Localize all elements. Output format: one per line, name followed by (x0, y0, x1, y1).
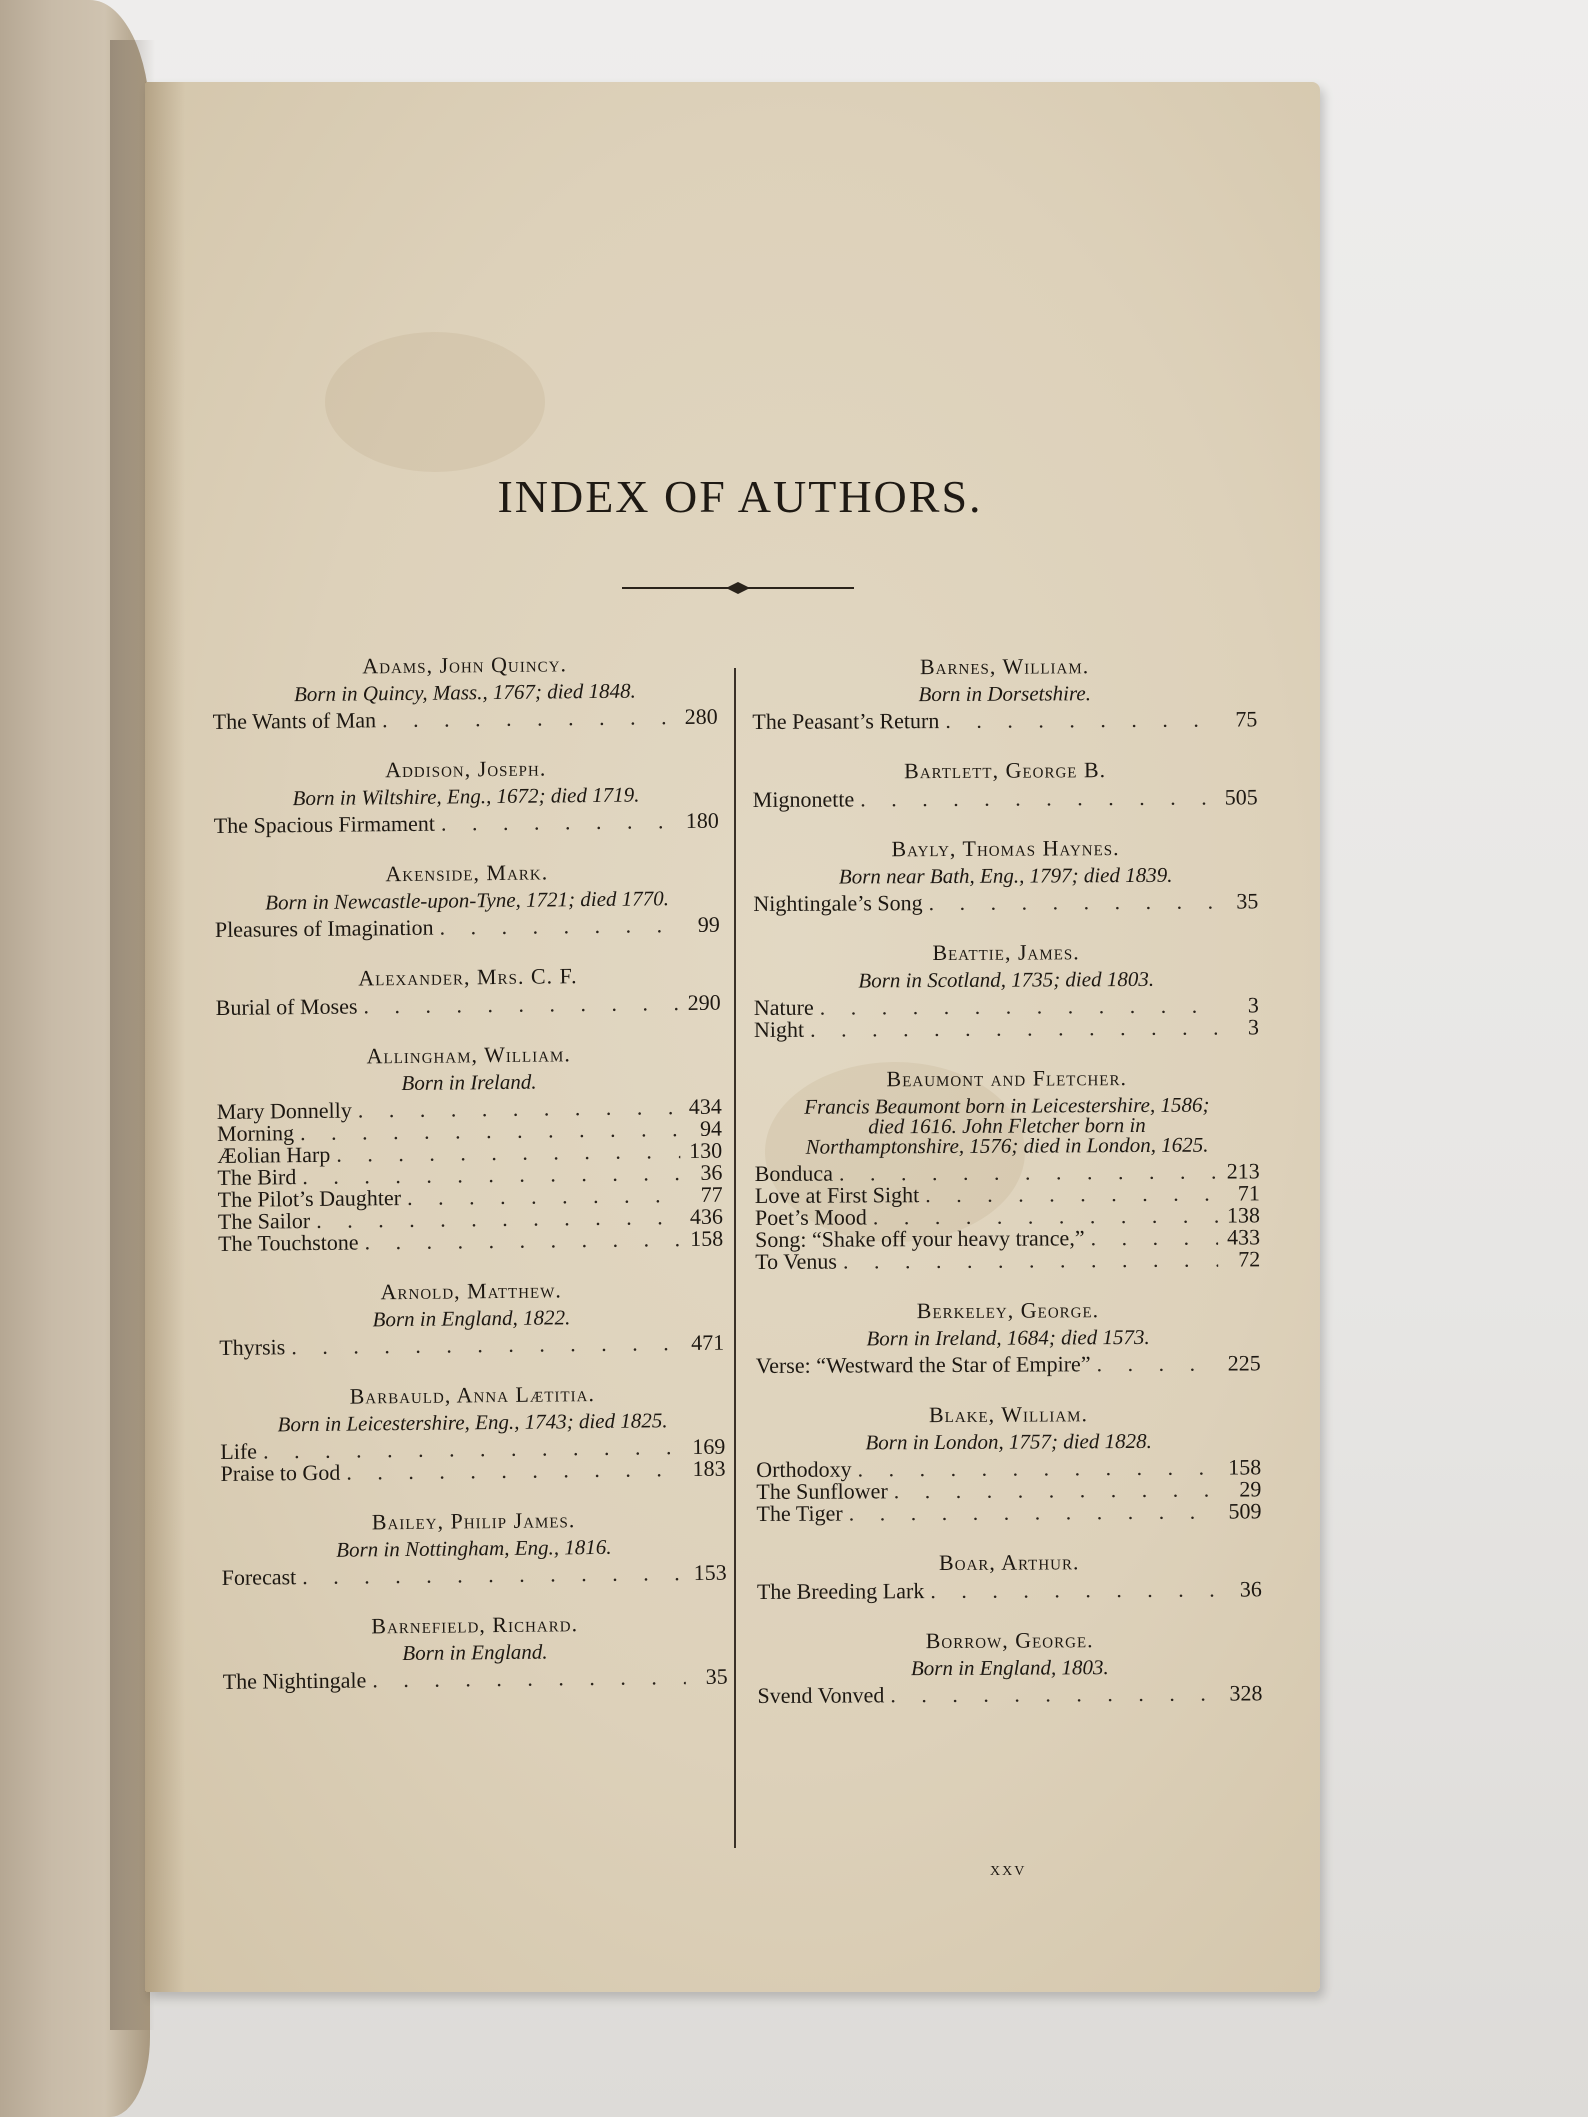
poem-row (220, 1455, 726, 1486)
leader-dots (890, 1683, 1220, 1707)
page-number: xxv (990, 1858, 1027, 1880)
poem-page-number: 29 (1239, 1476, 1262, 1502)
author-birth-info: Born near Bath, Eng., 1797; died 1839. (838, 862, 1173, 889)
poem-title: The Sailor (217, 1208, 311, 1234)
author-birth-info: Born in England, 1822. (372, 1305, 571, 1332)
author-birth-info: Born in London, 1757; died 1828. (865, 1428, 1152, 1455)
author-name: Barnefield, Richard. (371, 1611, 579, 1639)
poem-row (755, 1160, 1260, 1185)
poem-title: The Bird (217, 1164, 297, 1190)
leader-dots (346, 1458, 683, 1484)
poem-row (756, 1352, 1261, 1377)
poem-row (754, 1016, 1259, 1041)
poem-title: Pleasures of Imagination (214, 914, 434, 942)
poem-page-number: 290 (687, 989, 721, 1016)
poem-title: Burial of Moses (215, 993, 358, 1020)
author-name: Alexander, Mrs. C. F. (358, 963, 578, 991)
poem-row (753, 786, 1258, 811)
leader-dots (372, 1666, 686, 1691)
poem-title: Praise to God (220, 1459, 341, 1486)
leader-dots (860, 787, 1216, 811)
poem-page-number: 35 (1236, 888, 1259, 914)
poem-title: Song: “Shake off your heavy trance,” (754, 1225, 1085, 1252)
author-name: Bayly, Thomas Haynes. (891, 835, 1120, 862)
author-entry (220, 1380, 726, 1485)
leader-dots (439, 914, 677, 938)
poem-title: The Breeding Lark (756, 1578, 925, 1604)
poem-row (222, 1663, 728, 1694)
poem-title: Poet’s Mood (754, 1204, 867, 1230)
author-entry (753, 756, 1258, 811)
author-entry (222, 1610, 728, 1693)
poem-page-number: 153 (693, 1559, 727, 1586)
author-entry (213, 754, 719, 837)
author-name: Barnes, William. (919, 653, 1090, 680)
poem-page-number: 328 (1229, 1680, 1263, 1706)
author-birth-info: Francis Beaumont born in Leicestershire, 1586; died 1616. John Fletcher born in Northamptonshire, 1576; died in London, 1625. (804, 1092, 1210, 1159)
poem-title: The Nightingale (222, 1667, 367, 1694)
author-birth-info: Born in Quincy, Mass., 1767; died 1848. (293, 678, 636, 707)
poem-page-number: 158 (1228, 1454, 1262, 1480)
poem-row (753, 890, 1258, 915)
author-birth-info: Born in Dorsetshire. (918, 681, 1092, 707)
author-name: Akenside, Mark. (385, 859, 549, 887)
author-entry (221, 1506, 727, 1589)
poem-title: Nature (753, 994, 814, 1020)
author-entry (219, 1276, 725, 1359)
leader-dots (291, 1332, 682, 1358)
poem-row (755, 1182, 1260, 1207)
poem-title: The Peasant’s Return (752, 708, 940, 734)
poem-title: Love at First Sight (754, 1182, 920, 1208)
poem-row (214, 911, 720, 942)
column-divider (734, 668, 736, 1848)
page-title: INDEX OF AUTHORS. (497, 471, 983, 522)
poem-title: The Sunflower (756, 1478, 888, 1504)
poem-page-number: 138 (1226, 1202, 1261, 1228)
poem-page-number: 183 (692, 1455, 726, 1482)
poem-title: Night (753, 1016, 805, 1042)
poem-title: Bonduca (754, 1160, 833, 1186)
poem-page-number: 36 (700, 1159, 723, 1185)
poem-row (219, 1329, 725, 1360)
author-name: Borrow, George. (925, 1627, 1094, 1654)
author-birth-info: Born in Nottingham, Eng., 1816. (336, 1534, 612, 1562)
poem-row (756, 1456, 1261, 1481)
poem-title: The Wants of Man (212, 707, 377, 734)
leader-dots (441, 810, 677, 834)
poem-page-number: 436 (689, 1203, 724, 1230)
author-entry (216, 1040, 723, 1255)
poem-page-number: 36 (1239, 1576, 1262, 1602)
author-birth-info: Born in England. (402, 1639, 548, 1666)
author-entry (757, 1548, 1262, 1603)
poem-page-number: 434 (688, 1093, 722, 1120)
author-name: Berkeley, George. (916, 1297, 1100, 1324)
poem-page-number: 505 (1224, 784, 1258, 810)
leader-dots (407, 1184, 681, 1209)
poem-title: The Spacious Firmament (213, 810, 436, 838)
poem-page-number: 213 (1226, 1158, 1260, 1184)
author-birth-info: Born in Leicestershire, Eng., 1743; died 1825. (277, 1408, 668, 1437)
poem-title: Thyrsis (219, 1334, 286, 1360)
author-name: Beattie, James. (932, 939, 1080, 966)
author-entry (757, 1626, 1262, 1707)
author-name: Boar, Arthur. (938, 1549, 1080, 1576)
author-birth-info: Born in England, 1803. (910, 1655, 1109, 1681)
author-name: Addison, Joseph. (385, 755, 547, 783)
author-name: Barbauld, Anna Lætitia. (349, 1381, 596, 1409)
poem-row (213, 807, 719, 838)
poem-page-number: 433 (1226, 1224, 1261, 1250)
leader-dots (382, 706, 676, 731)
poem-page-number: 158 (690, 1225, 724, 1252)
leader-dots (302, 1562, 685, 1588)
leader-dots (894, 1479, 1220, 1503)
leader-dots (364, 1228, 681, 1253)
poem-title: Orthodoxy (756, 1456, 852, 1482)
poem-title: The Touchstone (218, 1229, 359, 1256)
paper-stain (325, 332, 545, 472)
leader-dots (945, 709, 1215, 732)
poem-page-number: 130 (689, 1137, 723, 1164)
poem-row (754, 994, 1259, 1019)
leader-dots (925, 1183, 1218, 1207)
poem-title: Mary Donnelly (216, 1097, 352, 1124)
leader-dots (810, 1017, 1217, 1041)
poem-title: The Pilot’s Daughter (217, 1185, 402, 1212)
poem-page-number: 180 (685, 807, 719, 834)
poem-page-number: 509 (1228, 1498, 1262, 1524)
leader-dots (1090, 1227, 1218, 1250)
poem-page-number: 75 (1235, 706, 1258, 732)
right-column (752, 652, 1263, 1733)
poem-row (757, 1682, 1262, 1707)
leader-dots (929, 891, 1217, 915)
left-column (212, 650, 728, 1719)
poem-page-number: 77 (700, 1181, 723, 1207)
poem-page-number: 71 (1237, 1180, 1260, 1206)
ornament-rule-icon (622, 580, 854, 596)
author-name: Bartlett, George B. (904, 757, 1107, 784)
poem-page-number: 471 (691, 1329, 725, 1356)
poem-title: Svend Vonved (757, 1682, 885, 1708)
poem-row (212, 703, 718, 734)
poem-page-number: 225 (1227, 1350, 1261, 1376)
author-entry (753, 834, 1258, 915)
author-entry (755, 1296, 1260, 1377)
poem-page-number: 3 (1247, 992, 1259, 1018)
page-gutter-shadow (145, 82, 185, 1992)
author-name: Blake, William. (928, 1401, 1089, 1428)
poem-row (755, 1226, 1260, 1251)
leader-dots (839, 1161, 1218, 1185)
poem-row (755, 1248, 1260, 1273)
poem-row (215, 989, 721, 1020)
poem-page-number: 99 (697, 911, 720, 937)
author-entry (212, 650, 718, 733)
leader-dots (849, 1501, 1220, 1525)
author-birth-info: Born in Newcastle-upon-Tyne, 1721; died 1770. (265, 886, 670, 915)
poem-row (218, 1225, 724, 1256)
author-birth-info: Born in Scotland, 1735; died 1803. (858, 966, 1155, 993)
poem-page-number: 169 (692, 1433, 726, 1460)
poem-row (221, 1559, 727, 1590)
author-name: Beaumont and Fletcher. (886, 1065, 1127, 1092)
poem-title: Life (220, 1438, 258, 1464)
author-entry (214, 858, 720, 941)
poem-page-number: 94 (699, 1115, 723, 1141)
leader-dots (930, 1579, 1220, 1603)
leader-dots (363, 992, 678, 1017)
poem-row (752, 708, 1257, 733)
leader-dots (820, 995, 1217, 1019)
poem-page-number: 280 (684, 703, 718, 730)
author-birth-info: Born in Ireland. (401, 1069, 537, 1096)
poem-title: Æolian Harp (217, 1141, 331, 1168)
author-birth-info: Born in Wiltshire, Eng., 1672; died 1719. (292, 782, 640, 811)
poem-title: Nightingale’s Song (753, 890, 923, 916)
poem-title: To Venus (755, 1248, 838, 1274)
poem-title: The Tiger (756, 1500, 843, 1526)
poem-row (756, 1478, 1261, 1503)
poem-title: Mignonette (752, 786, 855, 812)
author-entry (215, 962, 721, 1019)
author-name: Allingham, William. (366, 1041, 571, 1069)
author-name: Adams, John Quincy. (362, 651, 568, 679)
author-entry (752, 652, 1257, 733)
poem-page-number: 72 (1238, 1246, 1261, 1272)
poem-page-number: 3 (1247, 1014, 1260, 1040)
poem-title: Forecast (221, 1564, 297, 1590)
poem-row (756, 1500, 1261, 1525)
author-name: Bailey, Philip James. (371, 1507, 576, 1535)
poem-row (757, 1578, 1262, 1603)
author-birth-info: Born in Ireland, 1684; died 1573. (866, 1324, 1150, 1351)
author-entry (756, 1400, 1262, 1525)
leader-dots (843, 1249, 1218, 1273)
leader-dots (1096, 1353, 1218, 1376)
author-entry (754, 1064, 1260, 1273)
poem-title: Morning (216, 1120, 295, 1146)
author-name: Arnold, Matthew. (380, 1277, 562, 1305)
author-entry (753, 938, 1259, 1041)
leader-dots (858, 1457, 1220, 1481)
poem-title: Verse: “Westward the Star of Empire” (755, 1351, 1091, 1378)
poem-page-number: 35 (705, 1663, 728, 1689)
